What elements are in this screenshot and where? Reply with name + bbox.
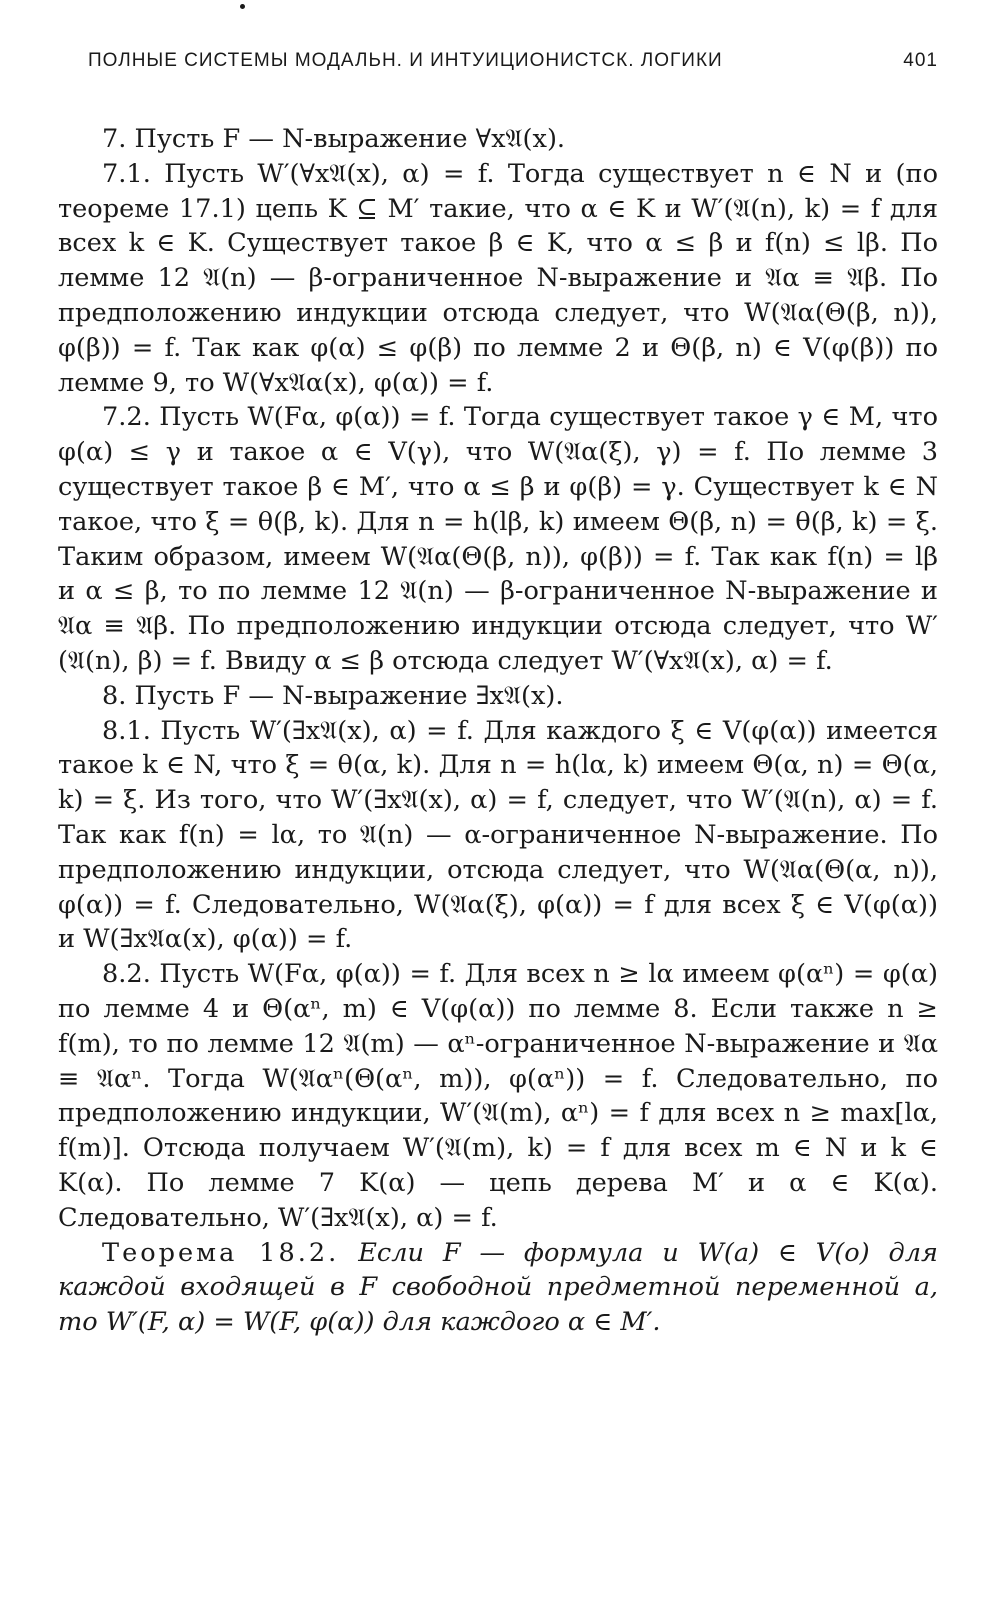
running-title: ПОЛНЫЕ СИСТЕМЫ МОДАЛЬН. И ИНТУИЦИОНИСТСК. ЛОГИКИ [88, 50, 723, 71]
theorem-label: Теорема 18.2. [102, 1237, 340, 1268]
paragraph-case-7-2: 7.2. Пусть W(Fα, φ(α)) = f. Тогда существует такое γ ∈ M, что φ(α) ≤ γ и такое α ∈ V(γ), что W(𝔄α(ξ), γ) = f. По лемме 3 существует такое β ∈ M′, что α ≤ β и φ(β) = γ. Существует k ∈ N такое, что ξ = θ(β, k). Для n = h(lβ, k) имеем Θ(β, n) = θ(β, k) = ξ. Таким образом, имеем W(𝔄α(Θ(β, n)), φ(β)) = f. Так как f(n) = lβ и α ≤ β, то по лемме 12 𝔄(n) — β-ограниченное N-выражение и 𝔄α ≡ 𝔄β. По предположению индукции отсюда следует, что W′(𝔄(n), β) = f. Ввиду α ≤ β отсюда следует W′(∀x𝔄(x), α) = f. [58, 402, 938, 676]
paragraph-case-8: 8. Пусть F — N-выражение ∃x𝔄(x). [102, 680, 564, 711]
paragraph-case-8-1: 8.1. Пусть W′(∃x𝔄(x), α) = f. Для каждого ξ ∈ V(φ(α)) имеется такое k ∈ N, что ξ = θ(α, k). Для n = h(lα, k) имеем Θ(α, n) = Θ(α, k) = ξ. Из того, что W′(∃x𝔄(x), α) = f, следует, что W′(𝔄(n), α) = f. Так как f(n) = lα, то 𝔄(n) — α-ограниченное N-выражение. По предположению индукции, отсюда следует, что W(𝔄α(Θ(α, n)), φ(α)) = f. Следовательно, W(𝔄α(ξ), φ(α)) = f для всех ξ ∈ V(φ(α)) и W(∃x𝔄α(x), φ(α)) = f. [58, 715, 938, 955]
body-text [58, 122, 938, 1340]
stray-dot-mark [240, 4, 245, 9]
paragraph-case-7: 7. Пусть F — N-выражение ∀x𝔄(x). [102, 124, 566, 154]
theorem-paragraph [58, 1236, 938, 1340]
running-header [88, 50, 938, 72]
paragraph-case-8-2: 8.2. Пусть W(Fα, φ(α)) = f. Для всех n ≥ lα имеем φ(αⁿ) = φ(α) по лемме 4 и Θ(αⁿ, m) ∈ V(φ(α)) по лемме 8. Если также n ≥ f(m), то по лемме 12 𝔄(m) — αⁿ-ограниченное N-выражение и 𝔄α ≡ 𝔄αⁿ. Тогда W(𝔄αⁿ(Θ(αⁿ, m)), φ(αⁿ)) = f. Следовательно, по предположению индукции, W′(𝔄(m), αⁿ) = f для всех n ≥ max[lα, f(m)]. Отсюда получаем W′(𝔄(m), k) = f для всех m ∈ N и k ∈ K(α). По лемме 7 K(α) — цепь дерева M′ и α ∈ K(α). Следовательно, W′(∃x𝔄(x), α) = f. [58, 959, 938, 1233]
paragraph-case-7-1: 7.1. Пусть W′(∀x𝔄(x), α) = f. Тогда существует n ∈ N и (по теореме 17.1) цепь K ⊆ M′ такие, что α ∈ K и W′(𝔄(n), k) = f для всех k ∈ K. Существует такое β ∈ K, что α ≤ β и f(n) ≤ lβ. По лемме 12 𝔄(n) — β-ограниченное N-выражение и 𝔄α ≡ 𝔄β. По предположению индукции отсюда следует, что W(𝔄α(Θ(β, n)), φ(β)) = f. Так как φ(α) ≤ φ(β) по лемме 2 и Θ(β, n) ∈ V(φ(β)) по лемме 9, то W(∀x𝔄α(x), φ(α)) = f. [58, 158, 938, 398]
page-number: 401 [903, 50, 938, 71]
theorem-statement: Если F — формула и W(a) ∈ V(o) для каждой входящей в F свободной предметной переменной a, то W′(F, α) = W(F, φ(α)) для каждого α ∈ M′. [58, 1237, 938, 1338]
